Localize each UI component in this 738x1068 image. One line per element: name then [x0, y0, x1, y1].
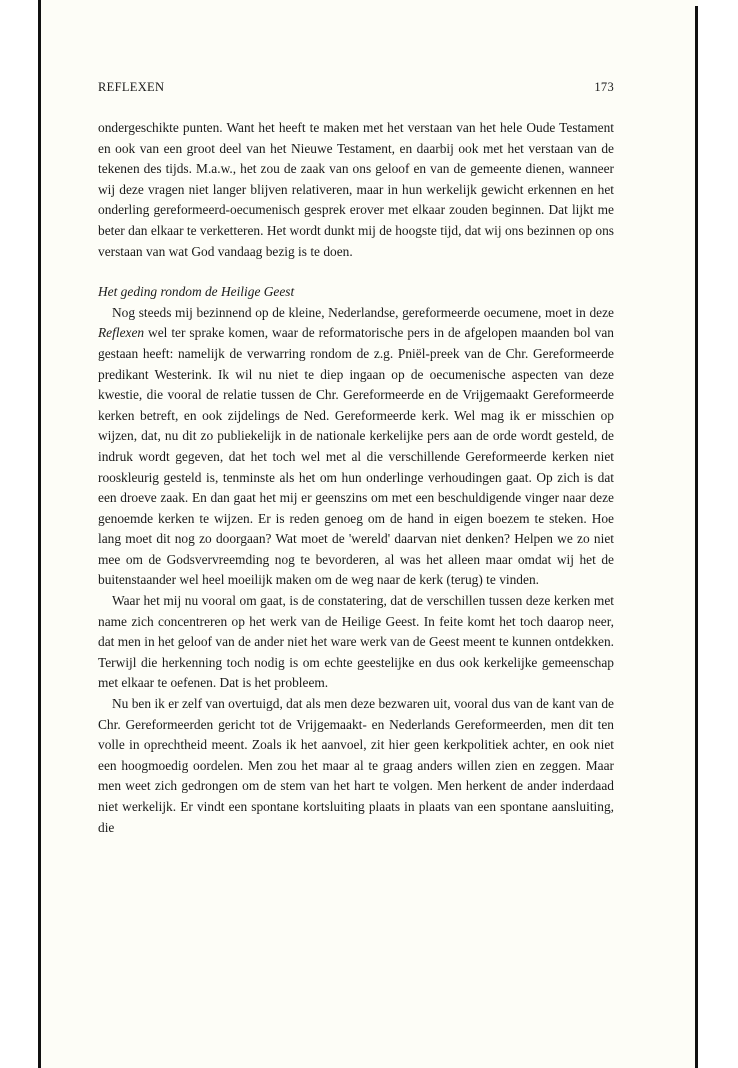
paragraph-2-text-start: Nog steeds mij bezinnend op de kleine, Nederlandse, gereformeerde oecumene, moet in deze: [112, 304, 614, 320]
body-text: [98, 118, 614, 838]
page-number: 173: [594, 80, 614, 94]
paragraph-2-italic-term: Reflexen: [98, 325, 145, 341]
running-title: REFLEXEN: [98, 80, 165, 94]
section-heading: Het geding rondom de Heilige Geest: [98, 284, 295, 300]
paragraph-2: [98, 303, 614, 591]
paragraph-1: ondergeschikte punten. Want het heeft te maken met het verstaan van het hele Oude Testament en ook van een groot deel van het Nieuwe Testament, en daarbij ook met het verstaan van de tekenen des tijds. M.a.w., het zou de zaak van ons geloof en van de gemeente dienen, wanneer wij deze vragen niet langer blijven relativeren, maar in hun werkelijk gewicht erkennen en het onderling gereformeerd-oecumenisch gesprek erover met elkaar zouden beginnen. Dat lijkt me beter dan elkaar te verketteren. Het wordt dunkt mij de hoogste tijd, dat wij ons bezinnen op ons verstaan van wat God vandaag bezig is te doen.: [98, 120, 614, 259]
paragraph-3: Waar het mij nu vooral om gaat, is de constatering, dat de verschillen tussen deze kerken met name zich concentreren op het werk van de Heilige Geest. In feite komt het toch daarop neer, dat men in het geloof van de ander niet het ware werk van de Geest meent te kunnen ontdekken. Terwijl die herkenning toch nodig is om echte geestelijke en dus ook kerkelijke gemeenschap met elkaar te oefenen. Dat is het probleem.: [98, 593, 614, 691]
paragraph-2-text-end: wel ter sprake komen, waar de reformatorische pers in de afgelopen maanden bol van gestaan heeft: namelijk de verwarring rondom de z.g. Pniël-preek van de Chr. Gereformeerde predikant Westerink. Ik wil nu niet te diep ingaan op de oecumenische aspecten van deze kwestie, die vooral de relatie tussen de Chr. Gereformeerde en de Vrijgemaakt Gereformeerde kerken betreft, en ook zijdelings de Ned. Gereformeerde kerk. Wel mag ik er misschien op wijzen, dat, nu dit zo publiekelijk in de nationale kerkelijke pers aan de orde wordt gesteld, de indruk wordt gegeven, dat het toch wel met al die verschillende Gereformeerde kerken niet rooskleurig gesteld is, tenminste als het om hun onderlinge verhoudingen gaat. Op zich is dat een droeve zaak. En dan gaat het mij er geenszins om met een beschuldigende vinger naar deze genoemde kerken te wijzen. Er is reden genoeg om de hand in eigen boezem te steken. Hoe lang moet dit nog zo doorgaan? Wat moet de 'wereld' daarvan niet denken? Helpen we zo niet mee om de Godsvervreemding nog te bevorderen, al was het alleen maar omdat wij het de buitenstaander wel heel moeilijk maken om de weg naar de kerk (terug) te vinden.: [98, 325, 614, 588]
paragraph-4: Nu ben ik er zelf van overtuigd, dat als men deze bezwaren uit, vooral dus van de kant van de Chr. Gereformeerden gericht tot de Vrijgemaakt- en Nederlands Gereformeerden, men dit ten volle in oprechtheid meent. Zoals ik het aanvoel, zit hier geen kerkpolitiek achter, en ook niet een hoogmoedig oordelen. Men zou het maar al te graag anders willen zien en zeggen. Maar men weet zich gedrongen om de stem van het hart te volgen. Men herkent de ander inderdaad niet werkelijk. Er vindt een spontane kortsluiting plaats in plaats van een spontane aansluiting, die: [98, 696, 614, 835]
page-left-edge: [38, 0, 41, 1068]
page-right-edge: [695, 6, 698, 1068]
running-header: [98, 80, 614, 98]
